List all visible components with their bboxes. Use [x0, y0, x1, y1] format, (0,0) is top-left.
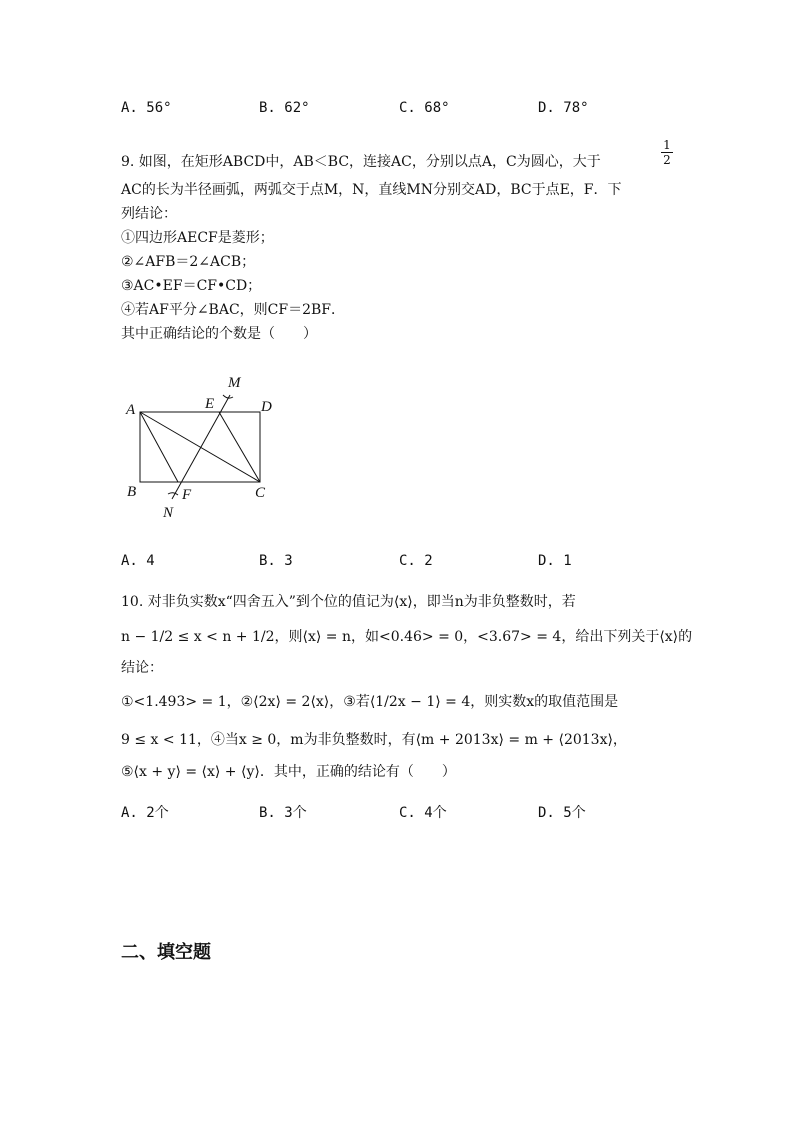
label-b: B [127, 484, 137, 500]
q10-conclusion-line6: ⑤⟨x + y⟩ = ⟨x⟩ + ⟨y⟩．其中，正确的结论有（ ） [121, 764, 456, 780]
q9-question: 其中正确结论的个数是（ ） [121, 326, 317, 342]
q8-option-a: A. 56° [121, 100, 172, 116]
q9-option-b: B. 3 [259, 553, 293, 569]
q9-rectangle-figure [115, 365, 290, 525]
label-a: A [126, 402, 136, 418]
label-f: F [182, 487, 192, 503]
section-title-fill-in: 二、填空题 [121, 942, 211, 963]
q9-conclusion-3: ③AC•EF＝CF•CD； [121, 278, 262, 294]
q8-option-b: B. 62° [259, 100, 310, 116]
q9-stem-line3: 列结论： [121, 206, 177, 222]
segment-af [140, 412, 178, 482]
q9-fraction-denominator: 2 [663, 153, 671, 167]
q9-conclusion-1: ①四边形AECF是菱形； [121, 230, 274, 246]
q9-conclusion-2: ②∠AFB＝2∠ACB； [121, 254, 256, 270]
q10-option-d: D. 5个 [538, 805, 586, 821]
q9-stem-line1: 9. 如图，在矩形ABCD中，AB＜BC，连接AC，分别以点A，C为圆心，大于 [121, 154, 601, 170]
label-e: E [205, 396, 215, 412]
q8-option-c: C. 68° [399, 100, 450, 116]
segment-ec [219, 412, 260, 482]
label-d: D [261, 399, 272, 415]
q9-fraction-numerator: 1 [661, 138, 673, 153]
q10-option-c: C. 4个 [399, 805, 447, 821]
q9-conclusion-4: ④若AF平分∠BAC，则CF＝2BF． [121, 302, 345, 318]
q10-conclusion-line4: ①<1.493> = 1，②⟨2x⟩ = 2⟨x⟩，③若⟨1/2x − 1⟩ = 4，则实数x的取值范围是 [121, 694, 619, 710]
label-m: M [228, 375, 241, 391]
q9-stem-line2: AC的长为半径画弧，两弧交于点M，N，直线MN分别交AD，BC于点E，F．下 [121, 182, 622, 198]
q10-stem-line1: 10. 对非负实数x“四舍五入”到个位的值记为⟨x⟩，即当n为非负整数时，若 [121, 594, 576, 610]
arc-mark-m [223, 395, 233, 398]
line-mn [172, 395, 230, 499]
diagonal-ac [140, 412, 260, 482]
arc-mark-n [168, 493, 178, 495]
q9-option-a: A. 4 [121, 553, 155, 569]
q9-option-d: D. 1 [538, 553, 572, 569]
q10-option-a: A. 2个 [121, 805, 169, 821]
q8-option-d: D. 78° [538, 100, 589, 116]
q9-option-c: C. 2 [399, 553, 433, 569]
q9-fraction [661, 138, 673, 167]
label-n: N [163, 505, 174, 521]
q10-stem-line3: 结论： [121, 660, 163, 676]
q10-conclusion-line5: 9 ≤ x < 11，④当x ≥ 0，m为非负整数时，有⟨m + 2013x⟩ = m + ⟨2013x⟩， [121, 732, 627, 748]
q10-option-b: B. 3个 [259, 805, 307, 821]
q10-stem-line2: n − 1/2 ≤ x < n + 1/2，则⟨x⟩ = n，如<0.46> = 0，<3.67> = 4，给出下列关于⟨x⟩的 [121, 629, 693, 645]
label-c: C [255, 485, 266, 501]
